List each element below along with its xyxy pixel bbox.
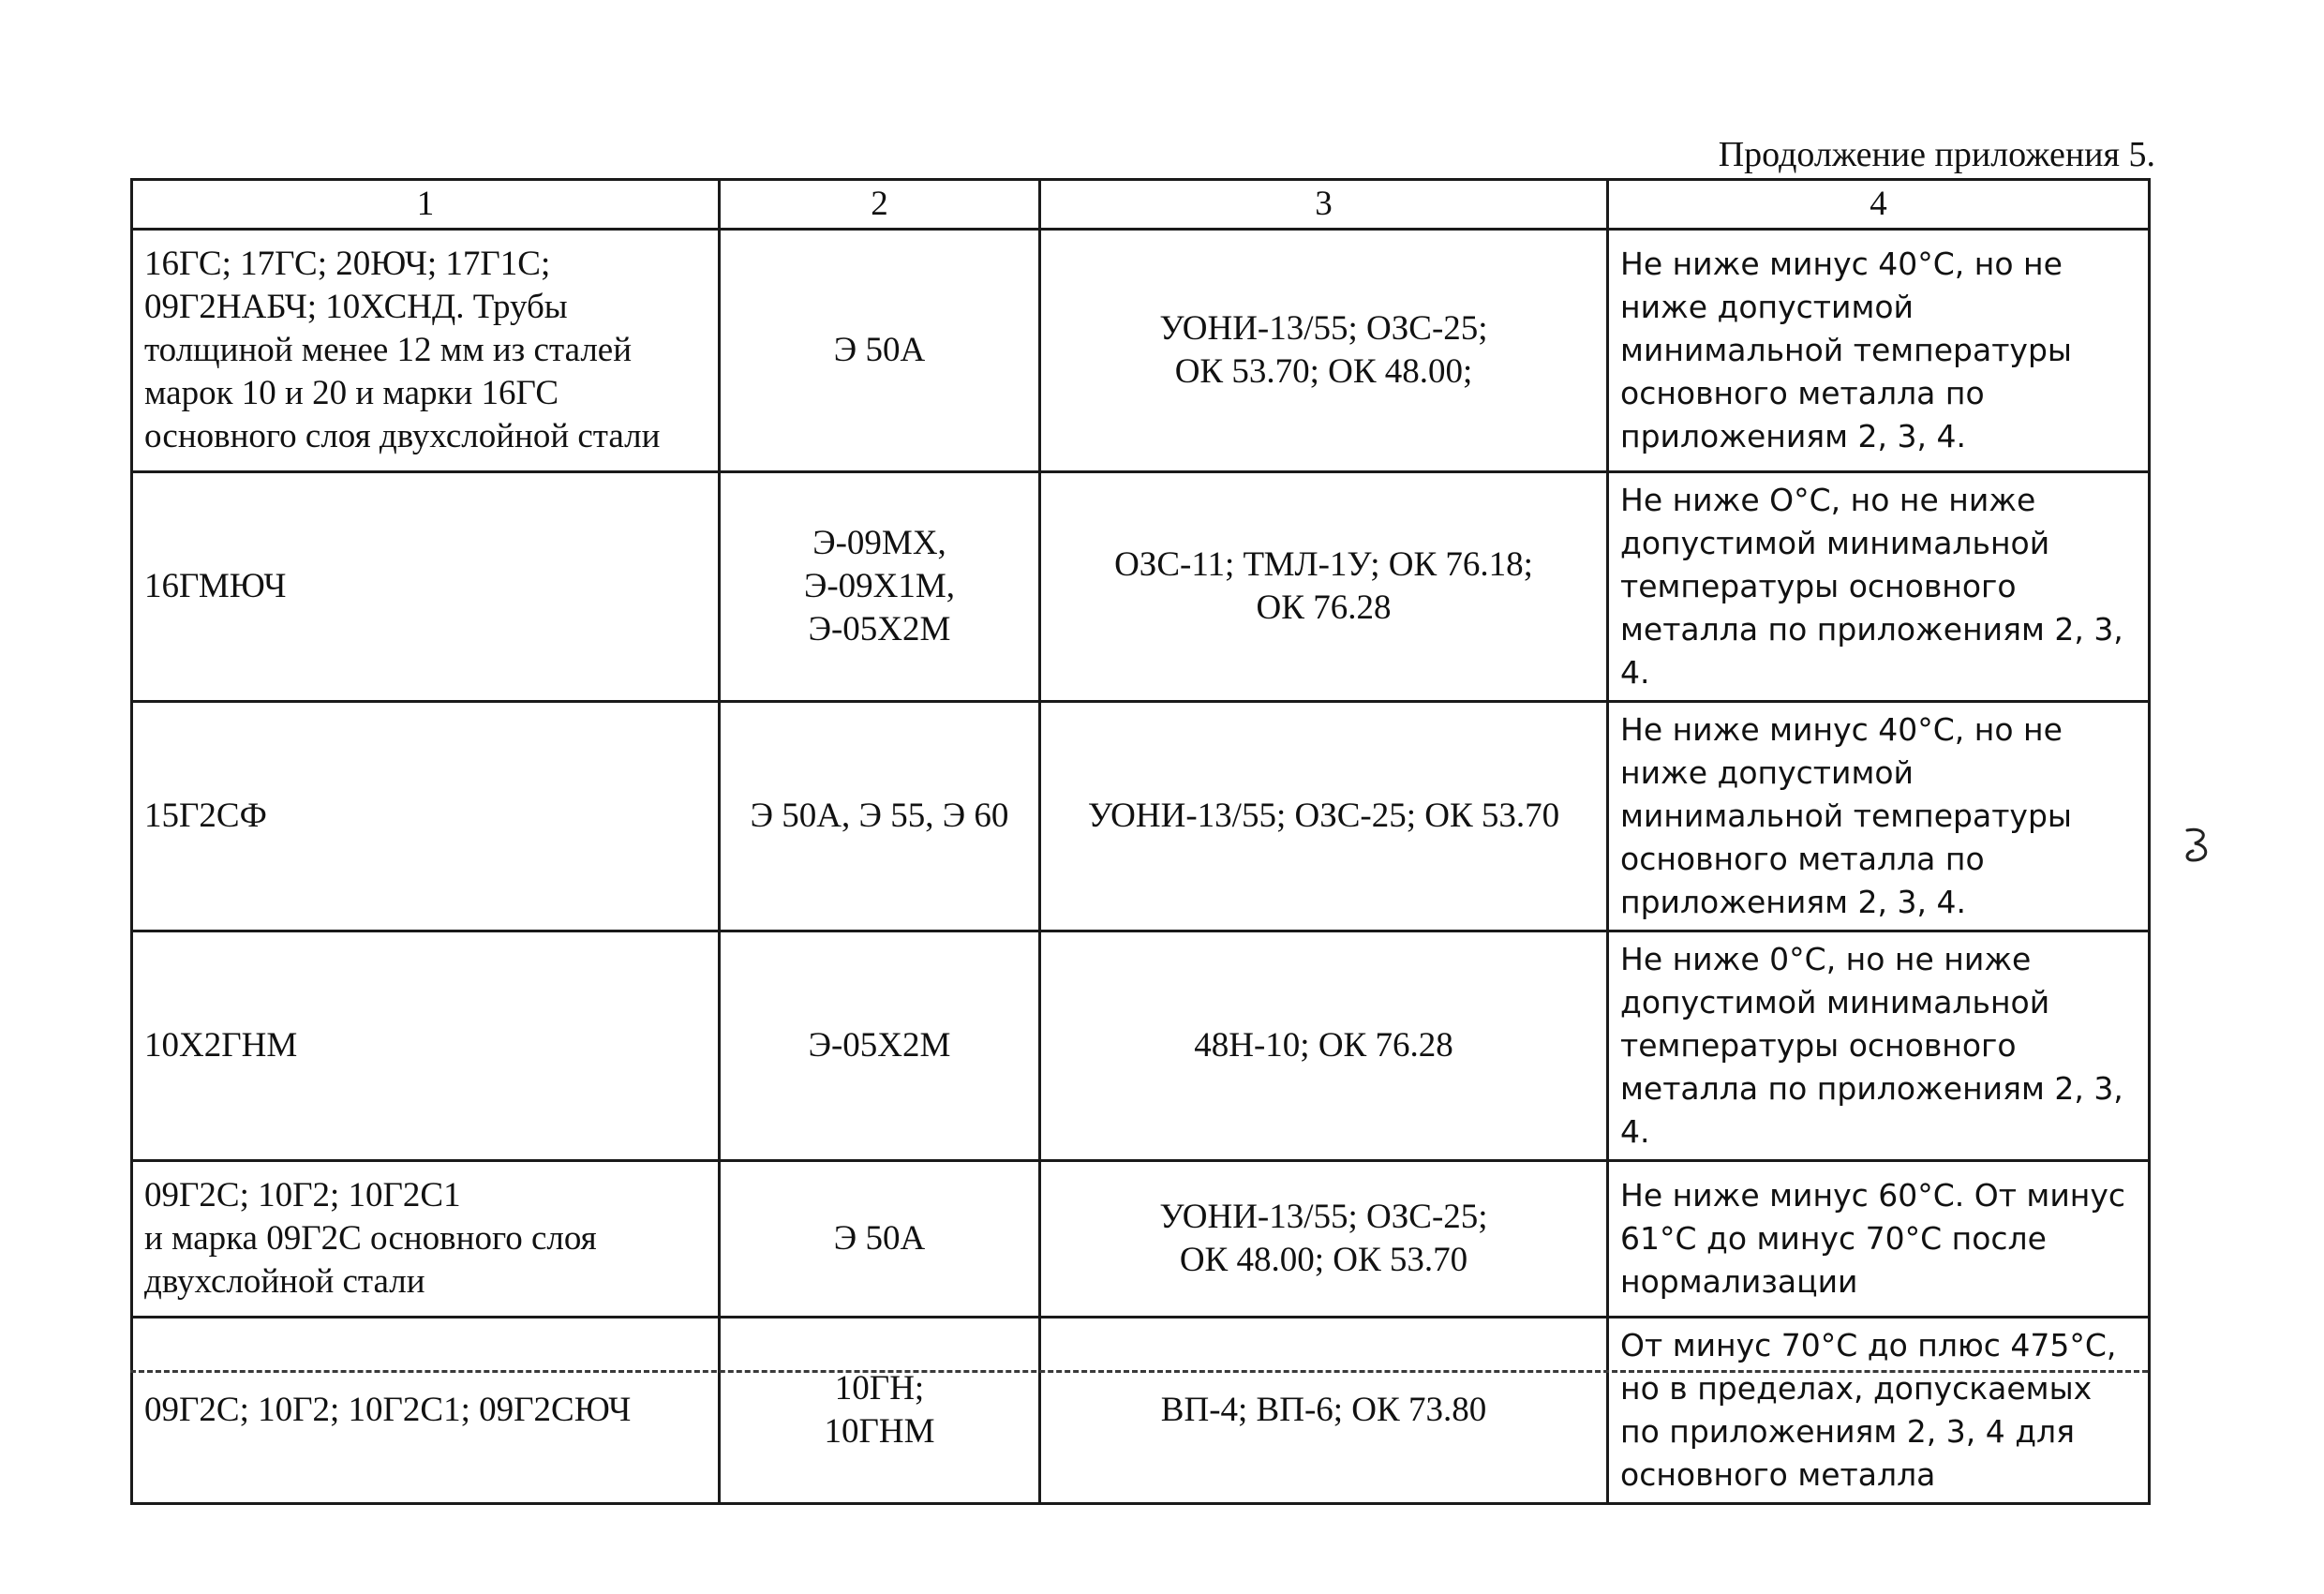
- electrode-brand-cell: УОНИ-13/55; ОЗС-25; ОК 53.70: [1040, 702, 1608, 931]
- electrode-type-cell: Э 50А: [720, 230, 1040, 472]
- table-header-row: [132, 180, 2150, 230]
- temperature-range-cell: Не ниже О°С, но не ниже допустимой минимальной температуры основного металла по приложениям 2, 3, 4.: [1608, 472, 2150, 702]
- appendix-continuation-caption: Продолжение приложения 5.: [1718, 135, 2155, 174]
- electrode-brand-cell: ОЗС-11; ТМЛ-1У; ОК 76.18; ОК 76.28: [1040, 472, 1608, 702]
- handwritten-margin-mark: [2182, 825, 2213, 866]
- table-row: [132, 472, 2150, 702]
- electrode-type-cell: 10ГН; 10ГНМ: [720, 1318, 1040, 1504]
- electrode-type-cell: Э 50А, Э 55, Э 60: [720, 702, 1040, 931]
- table-row: [132, 230, 2150, 472]
- steel-grade-cell: 09Г2С; 10Г2; 10Г2С1; 09Г2СЮЧ: [132, 1318, 720, 1504]
- column-header-2: 2: [720, 180, 1040, 230]
- steel-grade-cell: 10Х2ГНМ: [132, 931, 720, 1161]
- page-bottom-scan-line: [130, 1370, 2148, 1373]
- steel-grade-cell: 16ГС; 17ГС; 20ЮЧ; 17Г1С; 09Г2НАБЧ; 10ХСНД. Трубы толщиной менее 12 мм из сталей марок 10 и 20 и марки 16ГС основного слоя двухслойной стали: [132, 230, 720, 472]
- electrode-type-cell: Э-05Х2М: [720, 931, 1040, 1161]
- temperature-range-cell: Не ниже минус 60°С. От минус 61°С до минус 70°С после нормализации: [1608, 1161, 2150, 1318]
- table-row: [132, 931, 2150, 1161]
- column-header-3: 3: [1040, 180, 1608, 230]
- temperature-range-cell: Не ниже 0°С, но не ниже допустимой минимальной температуры основного металла по приложениям 2, 3, 4.: [1608, 931, 2150, 1161]
- electrode-brand-cell: 48Н-10; ОК 76.28: [1040, 931, 1608, 1161]
- electrode-brand-cell: УОНИ-13/55; ОЗС-25; ОК 48.00; ОК 53.70: [1040, 1161, 1608, 1318]
- table-row: [132, 702, 2150, 931]
- column-header-4: 4: [1608, 180, 2150, 230]
- temperature-range-cell: Не ниже минус 40°С, но не ниже допустимой минимальной температуры основного металла по приложениям 2, 3, 4.: [1608, 230, 2150, 472]
- table-row: [132, 1318, 2150, 1504]
- electrode-brand-cell: ВП-4; ВП-6; ОК 73.80: [1040, 1318, 1608, 1504]
- electrode-type-cell: Э-09МХ, Э-09Х1М, Э-05Х2М: [720, 472, 1040, 702]
- welding-materials-table: [130, 178, 2151, 1505]
- electrode-brand-cell: УОНИ-13/55; ОЗС-25; ОК 53.70; ОК 48.00;: [1040, 230, 1608, 472]
- electrode-type-cell: Э 50А: [720, 1161, 1040, 1318]
- steel-grade-cell: 09Г2С; 10Г2; 10Г2С1 и марка 09Г2С основного слоя двухслойной стали: [132, 1161, 720, 1318]
- steel-grade-cell: 16ГМЮЧ: [132, 472, 720, 702]
- temperature-range-cell: Не ниже минус 40°С, но не ниже допустимой минимальной температуры основного металла по приложениям 2, 3, 4.: [1608, 702, 2150, 931]
- column-header-1: 1: [132, 180, 720, 230]
- table-row: [132, 1161, 2150, 1318]
- steel-grade-cell: 15Г2СФ: [132, 702, 720, 931]
- temperature-range-cell: От минус 70°С до плюс 475°С, но в пределах, допускаемых по приложениям 2, 3, 4 для основного металла: [1608, 1318, 2150, 1504]
